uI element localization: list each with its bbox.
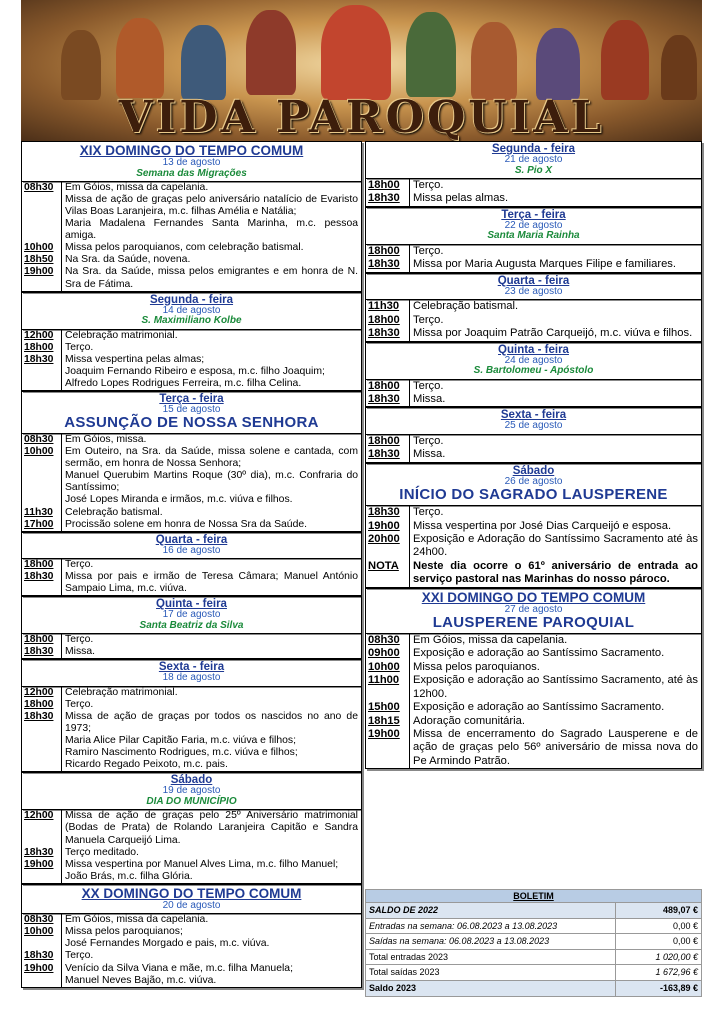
day-name: XX DOMINGO DO TEMPO COMUM	[81, 885, 302, 901]
entry-text: Missa de ação de graças por todos os nascidos no ano de 1973;	[65, 711, 358, 735]
entry-text: Terço.	[65, 950, 94, 962]
entry-time	[22, 218, 62, 242]
entry-text: Venício da Silva Viana e mãe, m.c. filha Manuela;	[65, 962, 293, 974]
day-date: 19 de agosto	[162, 785, 221, 797]
day-header	[365, 463, 702, 505]
entry-time: 19h00	[366, 728, 410, 768]
schedule-row	[366, 674, 701, 701]
schedule-row	[22, 519, 361, 531]
day-name: Segunda - feira	[491, 143, 576, 155]
day-entries	[21, 181, 362, 292]
schedule-row	[366, 661, 701, 674]
entry-time: 18h30	[366, 506, 410, 519]
entry-text: Manuel Neves Bajão, m.c. viúva.	[65, 974, 217, 986]
schedule-row	[22, 182, 361, 194]
day-header	[365, 207, 702, 244]
entry-time	[22, 871, 62, 883]
day-feast: ASSUNÇÃO DE NOSSA SENHORA	[64, 414, 319, 432]
entry-time: 10h00	[366, 661, 410, 674]
day-name: Quarta - feira	[155, 533, 228, 546]
entry-time	[22, 494, 62, 506]
boletim-label: Total entradas 2023	[366, 950, 616, 965]
schedule-right-column	[365, 141, 702, 769]
entry-time	[22, 470, 62, 494]
entry-time: 18h30	[22, 847, 62, 859]
entry-text: Terço.	[65, 341, 94, 353]
schedule-row	[366, 634, 701, 647]
entry-time: 08h30	[22, 914, 62, 926]
schedule-row	[366, 314, 701, 327]
boletim-value: 0,00 €	[672, 936, 698, 947]
page-title: VIDA PAROQUIAL	[118, 92, 605, 142]
entry-time: 10h00	[22, 926, 62, 938]
schedule-row	[366, 520, 701, 533]
day-date: 14 de agosto	[162, 304, 221, 316]
entry-text: Missa.	[65, 646, 96, 658]
entry-text: Neste dia ocorre o 61º aniversário de entrada ao serviço pastoral nas Marinhas do nosso pároco.	[413, 559, 698, 586]
day-name: Terça - feira	[501, 208, 566, 221]
entry-time	[22, 366, 62, 378]
day-date: 26 de agosto	[504, 475, 563, 487]
day-header	[21, 391, 362, 433]
day-entries	[21, 329, 362, 391]
entry-time: 08h30	[22, 434, 62, 446]
schedule-row	[366, 300, 701, 313]
entry-time: 09h00	[366, 647, 410, 660]
day-entries	[365, 244, 702, 273]
day-saint: S. Bartolomeu - Apóstolo	[473, 365, 594, 377]
entry-text: Missa por Maria Augusta Marques Filipe e familiares.	[413, 258, 677, 271]
entry-text: Missa de ação de graças pelo 25º Aniversário matrimonial (Bodas de Prata) de Rolando Laranjeira Capitão e Sandra Manuela Carqueijó Lima.	[65, 810, 358, 846]
boletim-row	[366, 903, 701, 919]
entry-text: Exposição e Adoração do Santíssimo Sacramento até às 24h00.	[413, 532, 698, 559]
day-name: XIX DOMINGO DO TEMPO COMUM	[79, 143, 304, 158]
day-saint: Semana das Migrações	[136, 167, 247, 179]
schedule-row	[22, 446, 361, 470]
day-entries	[365, 505, 702, 588]
boletim-table	[365, 889, 702, 997]
entry-time: 18h00	[366, 435, 410, 448]
schedule-row	[22, 634, 361, 646]
entry-text: Terço.	[413, 434, 444, 447]
day-header	[365, 273, 702, 300]
schedule-row	[22, 950, 361, 962]
day-entries	[21, 558, 362, 596]
entry-text: Maria Madalena Fernandes Santa Marinha, m.c. pessoa amiga.	[65, 218, 358, 242]
entry-text: Terço.	[413, 313, 444, 326]
schedule-row	[366, 380, 701, 393]
schedule-row	[22, 254, 361, 266]
entry-text: José Lopes Miranda e irmãos, m.c. viúva e filhos.	[65, 494, 293, 506]
day-date: 17 de agosto	[162, 609, 221, 621]
entry-time: 18h00	[366, 245, 410, 258]
entry-time: 18h30	[366, 258, 410, 271]
entry-time: 18h30	[22, 571, 62, 595]
schedule-row	[22, 859, 361, 871]
entry-time: 11h00	[366, 674, 410, 701]
entry-text: Missa pelos paroquianos;	[65, 926, 183, 938]
day-entries	[365, 379, 702, 408]
schedule-row	[366, 533, 701, 560]
entry-time: 10h00	[22, 446, 62, 470]
day-date: 13 de agosto	[162, 157, 221, 168]
entry-text: Celebração batismal.	[65, 506, 163, 518]
schedule-row	[366, 327, 701, 340]
entry-text: Na Sra. da Saúde, missa pelos emigrantes e em honra de N. Sra de Fátima.	[65, 266, 358, 290]
day-name: Sexta - feira	[500, 409, 567, 422]
schedule-row	[366, 701, 701, 714]
entry-time: 18h00	[22, 699, 62, 711]
boletim-value: 1 672,96 €	[655, 967, 698, 978]
entry-time: 11h30	[22, 507, 62, 519]
schedule-row	[22, 687, 361, 699]
schedule-row	[366, 448, 701, 461]
entry-text: Missa por pais e irmão de Teresa Câmara; Manuel António Sampaio Lima, m.c. viúva.	[65, 571, 358, 595]
schedule-row	[366, 728, 701, 768]
boletim-label: Total saídas 2023	[366, 965, 616, 980]
entry-time: 12h00	[22, 330, 62, 342]
day-feast: INÍCIO DO SAGRADO LAUSPERENE	[399, 486, 668, 504]
entry-text: Ricardo Regado Peixoto, m.c. pais.	[65, 759, 228, 771]
day-entries	[21, 809, 362, 883]
entry-text: Maria Alice Pilar Capitão Faria, m.c. viúva e filhos;	[65, 735, 296, 747]
entry-time: 08h30	[366, 634, 410, 647]
entry-text: Em Góios, missa da capelania.	[413, 633, 568, 646]
schedule-row	[22, 735, 361, 747]
entry-time: 19h00	[22, 859, 62, 871]
day-name: Quinta - feira	[156, 598, 227, 611]
day-date: 20 de agosto	[162, 899, 221, 911]
entry-text: Terço.	[413, 379, 444, 392]
entry-time	[22, 938, 62, 950]
entry-text: Em Outeiro, na Sra. da Saúde, missa solene e cantada, com sermão, em honra de Nossa Senhora;	[65, 446, 358, 470]
day-name: XXI DOMINGO DO TEMPO COMUM	[421, 589, 646, 605]
entry-time: 18h30	[22, 711, 62, 735]
day-header	[21, 772, 362, 809]
entry-text: Missa vespertina por José Dias Carqueijó e esposa.	[413, 519, 672, 532]
entry-text: Celebração batismal.	[413, 300, 519, 313]
boletim-label: Saldo 2023	[366, 981, 616, 997]
entry-text: Na Sra. da Saúde, novena.	[65, 254, 191, 266]
entry-text: Terço.	[65, 559, 94, 571]
schedule-row	[22, 871, 361, 883]
entry-time: 17h00	[22, 519, 62, 531]
entry-time: 19h00	[22, 266, 62, 290]
schedule-row	[366, 715, 701, 728]
schedule-row	[22, 470, 361, 494]
entry-time: 18h30	[366, 393, 410, 406]
entry-text: Alfredo Lopes Rodrigues Ferreira, m.c. filha Celina.	[65, 377, 302, 389]
schedule-row	[22, 194, 361, 218]
entry-text: Missa vespertina por Manuel Alves Lima, m.c. filho Manuel;	[65, 858, 339, 870]
day-header	[21, 532, 362, 559]
day-date: 18 de agosto	[162, 672, 221, 684]
entry-time	[22, 735, 62, 747]
day-saint: S. Pio X	[514, 164, 553, 176]
entry-text: Missa de ação de graças pelo aniversário natalício de Evaristo Vilas Boas Laranjeira, m.c. filhas Amélia e Natália;	[65, 194, 358, 218]
schedule-row	[366, 393, 701, 406]
entry-time: 18h00	[366, 380, 410, 393]
day-entries	[21, 913, 362, 987]
entry-time: 18h00	[366, 179, 410, 192]
schedule-row	[22, 434, 361, 446]
boletim-title: BOLETIM	[366, 890, 701, 903]
entry-text: Terço.	[413, 179, 444, 191]
schedule-row	[22, 266, 361, 290]
day-saint: Santa Beatriz da Silva	[139, 619, 244, 631]
entry-time: 10h00	[22, 242, 62, 254]
entry-time: 19h00	[366, 520, 410, 533]
boletim-value: 0,00 €	[672, 920, 698, 931]
boletim-row	[366, 919, 701, 935]
boletim-value: 1 020,00 €	[655, 951, 698, 962]
day-header	[21, 292, 362, 329]
schedule-row	[22, 218, 361, 242]
entry-time: 18h30	[22, 354, 62, 366]
entry-text: Missa.	[413, 448, 446, 461]
entry-text: Missa por Joaquim Patrão Carqueijó, m.c. viúva e filhos.	[413, 327, 693, 340]
entry-time: 12h00	[22, 810, 62, 846]
entry-time: 18h50	[22, 254, 62, 266]
boletim-label: Saídas na semana: 06.08.2023 a 13.08.2023	[366, 934, 616, 949]
boletim-value: 489,07 €	[662, 905, 698, 916]
entry-text: Exposição e adoração ao Santíssimo Sacramento.	[413, 647, 665, 660]
entry-text: Manuel Querubim Martins Roque (30º dia), m.c. Confraria do Santíssimo;	[65, 470, 358, 494]
day-feast: LAUSPERENE PAROQUIAL	[432, 614, 635, 632]
schedule-row	[22, 559, 361, 571]
day-name: Quinta - feira	[498, 343, 569, 356]
day-header	[365, 588, 702, 633]
day-name: Quarta - feira	[497, 274, 570, 287]
schedule-row	[22, 711, 361, 735]
entry-text: Terço meditado.	[65, 846, 139, 858]
entry-text: Missa.	[413, 393, 446, 405]
day-name: Sábado	[170, 774, 213, 787]
day-date: 23 de agosto	[504, 285, 563, 297]
entry-text: Celebração matrimonial.	[65, 686, 178, 698]
day-saint: DIA DO MUNICÍPIO	[146, 795, 237, 807]
entry-time	[22, 378, 62, 390]
day-date: 15 de agosto	[162, 403, 221, 415]
entry-time: 11h30	[366, 300, 410, 313]
schedule-row	[22, 926, 361, 938]
entry-time: 18h00	[22, 634, 62, 646]
schedule-row	[22, 366, 361, 378]
boletim-row	[366, 965, 701, 981]
schedule-row	[366, 435, 701, 448]
entry-text: Terço.	[413, 506, 444, 519]
entry-text: Terço.	[65, 699, 94, 710]
entry-time	[22, 194, 62, 218]
schedule-row	[22, 494, 361, 506]
boletim-label: Entradas na semana: 06.08.2023 a 13.08.2023	[366, 919, 616, 934]
day-date: 25 de agosto	[504, 420, 563, 432]
schedule-row	[22, 242, 361, 254]
day-header	[365, 141, 702, 178]
entry-time: 18h00	[22, 559, 62, 571]
boletim-value: -163,89 €	[659, 983, 698, 994]
entry-text: Adoração comunitária.	[413, 714, 525, 727]
schedule-row	[22, 342, 361, 354]
schedule-row	[22, 810, 361, 846]
day-saint: S. Maximiliano Kolbe	[141, 315, 242, 327]
schedule-row	[22, 914, 361, 926]
day-entries	[365, 434, 702, 463]
entry-time	[22, 747, 62, 759]
entry-text: Terço.	[413, 244, 444, 257]
day-header	[21, 659, 362, 686]
entry-time: NOTA	[366, 560, 410, 587]
entry-time: 15h00	[366, 701, 410, 714]
entry-text: Missa pelos paroquianos.	[413, 660, 540, 673]
day-entries	[365, 299, 702, 341]
boletim-row	[366, 950, 701, 966]
day-entries	[21, 686, 362, 772]
schedule-row	[22, 571, 361, 595]
schedule-row	[366, 179, 701, 192]
schedule-row	[22, 975, 361, 987]
entry-time: 08h30	[22, 182, 62, 194]
entry-time: 18h30	[366, 327, 410, 340]
day-header	[21, 884, 362, 914]
entry-text: Exposição e adoração ao Santíssimo Sacramento.	[413, 701, 665, 714]
day-date: 16 de agosto	[162, 544, 221, 556]
schedule-row	[22, 699, 361, 711]
day-entries	[21, 633, 362, 659]
entry-time: 18h00	[366, 314, 410, 327]
schedule-row	[22, 330, 361, 342]
schedule-left-column	[21, 141, 362, 988]
entry-text: Missa pelos paroquianos, com celebração batismal.	[65, 242, 304, 254]
day-date: 21 de agosto	[504, 154, 563, 165]
entry-time: 18h15	[366, 715, 410, 728]
day-date: 24 de agosto	[504, 354, 563, 366]
entry-time: 18h30	[366, 192, 410, 205]
schedule-row	[22, 507, 361, 519]
entry-time: 18h30	[22, 646, 62, 658]
schedule-row	[22, 747, 361, 759]
boletim-label: SALDO DE 2022	[366, 903, 616, 918]
day-name: Sábado	[512, 464, 555, 477]
day-header	[365, 342, 702, 379]
entry-text: Em Góios, missa.	[65, 434, 147, 446]
entry-text: Em Góios, missa da capelania.	[65, 182, 209, 193]
entry-text: Missa vespertina pelas almas;	[65, 353, 205, 365]
entry-text: Ramiro Nascimento Rodrigues, m.c. viúva e filhos;	[65, 747, 298, 759]
banner-image	[21, 0, 702, 142]
day-name: Sexta - feira	[158, 661, 225, 674]
schedule-row	[22, 759, 361, 771]
schedule-row	[366, 560, 701, 587]
day-name: Segunda - feira	[149, 293, 234, 306]
schedule-row	[22, 847, 361, 859]
schedule-row	[366, 245, 701, 258]
day-entries	[365, 633, 702, 769]
schedule-row	[366, 192, 701, 205]
day-name: Terça - feira	[159, 392, 224, 405]
entry-time: 18h00	[22, 342, 62, 354]
entry-text: Joaquim Fernando Ribeiro e esposa, m.c. filho Joaquim;	[65, 365, 325, 377]
day-header	[365, 407, 702, 434]
schedule-row	[366, 506, 701, 519]
entry-text: Exposição e adoração ao Santíssimo Sacramento, até às 12h00.	[413, 674, 698, 700]
entry-time: 12h00	[22, 687, 62, 699]
day-date: 22 de agosto	[504, 219, 563, 231]
day-entries	[365, 178, 702, 207]
entry-time: 20h00	[366, 533, 410, 560]
entry-text: Missa de encerramento do Sagrado Lausperene e de ação de graças pelo 56º aniversário de missa nova do Pe Armindo Patrão.	[413, 728, 698, 767]
entry-text: João Brás, m.c. filha Glória.	[65, 870, 193, 882]
entry-text: Missa pelas almas.	[413, 192, 509, 205]
entry-time	[22, 759, 62, 771]
schedule-row	[366, 258, 701, 271]
boletim-row	[366, 934, 701, 950]
day-header	[21, 141, 362, 181]
entry-text: José Fernandes Morgado e pais, m.c. viúva.	[65, 938, 270, 950]
schedule-row	[22, 354, 361, 366]
day-saint: Santa Maria Rainha	[487, 230, 580, 242]
schedule-row	[22, 938, 361, 950]
entry-time	[22, 975, 62, 987]
entry-text: Em Góios, missa da capelania.	[65, 914, 209, 926]
day-header	[21, 596, 362, 633]
schedule-row	[22, 646, 361, 658]
entry-text: Terço.	[65, 634, 94, 646]
day-date: 27 de agosto	[504, 603, 563, 615]
entry-time: 18h30	[366, 448, 410, 461]
schedule-row	[366, 647, 701, 660]
day-entries	[21, 433, 362, 532]
entry-text: Procissão solene em honra de Nossa Sra da Saúde.	[65, 518, 308, 530]
entry-text: Celebração matrimonial.	[65, 329, 178, 341]
entry-time: 19h00	[22, 963, 62, 975]
schedule-row	[22, 963, 361, 975]
entry-time: 18h30	[22, 950, 62, 962]
schedule-row	[22, 378, 361, 390]
boletim-row	[366, 981, 701, 997]
